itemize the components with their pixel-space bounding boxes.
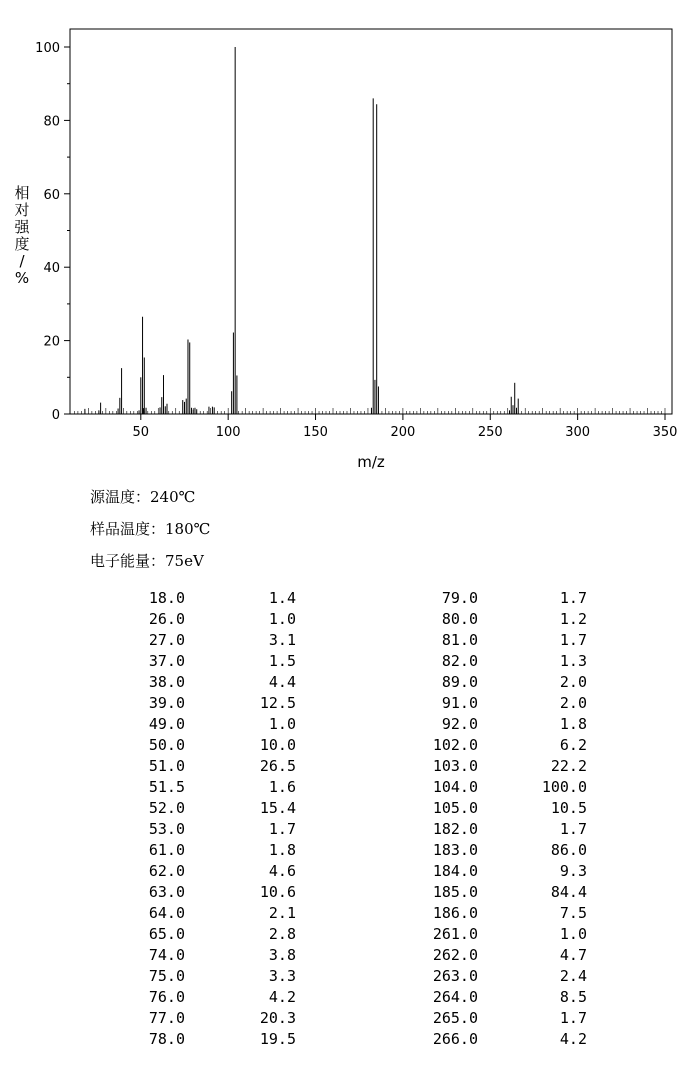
peak-mz: 52.0 <box>148 799 185 817</box>
source-temp-text: 源温度：240℃ <box>90 488 196 506</box>
peak-table-row <box>0 777 696 798</box>
peak-intensity: 2.0 <box>559 694 587 712</box>
peak-table-row <box>0 819 696 840</box>
peak-table-row <box>0 840 696 861</box>
peak-table-row <box>0 987 696 1008</box>
peak-intensity: 1.7 <box>559 820 587 838</box>
peak-intensity: 1.4 <box>268 589 296 607</box>
peak-table-row <box>0 798 696 819</box>
y-tick-label: 80 <box>43 114 60 130</box>
peak-mz: 79.0 <box>441 589 478 607</box>
peak-intensity: 4.6 <box>268 862 296 880</box>
peak-table-row <box>0 756 696 777</box>
y-tick-label: 100 <box>35 41 60 56</box>
peak-mz: 263.0 <box>432 967 478 985</box>
peak-mz: 92.0 <box>441 715 478 733</box>
minor-ticks <box>74 408 665 414</box>
peak-mz: 89.0 <box>441 673 478 691</box>
peak-mz: 183.0 <box>432 841 478 859</box>
peak-intensity: 2.1 <box>268 904 296 922</box>
peak-table-row <box>0 693 696 714</box>
peak-intensity: 9.3 <box>559 862 587 880</box>
peak-mz: 75.0 <box>148 967 185 985</box>
peak-mz: 185.0 <box>432 883 478 901</box>
peak-mz: 27.0 <box>148 631 185 649</box>
peak-intensity: 4.4 <box>268 673 296 691</box>
peak-mz: 80.0 <box>441 610 478 628</box>
peak-mz: 81.0 <box>441 631 478 649</box>
peak-table-row <box>0 714 696 735</box>
peak-table-row <box>0 903 696 924</box>
peak-mz: 105.0 <box>432 799 478 817</box>
peak-mz: 64.0 <box>148 904 185 922</box>
peak-mz: 49.0 <box>148 715 185 733</box>
peak-table-row <box>0 861 696 882</box>
peak-intensity: 2.8 <box>268 925 296 943</box>
y-tick-label: 0 <box>51 408 60 423</box>
peak-intensity: 8.5 <box>559 988 587 1006</box>
peak-mz: 62.0 <box>148 862 185 880</box>
peak-intensity: 1.8 <box>559 715 587 733</box>
x-tick-label: 350 <box>652 425 678 440</box>
peak-intensity: 3.8 <box>268 946 296 964</box>
x-tick-label: 200 <box>390 425 416 440</box>
peak-intensity: 1.2 <box>559 610 587 628</box>
peak-mz: 50.0 <box>148 736 185 754</box>
peak-intensity: 15.4 <box>259 799 296 817</box>
peak-intensity: 2.0 <box>559 673 587 691</box>
peak-intensity: 1.0 <box>268 715 296 733</box>
peak-intensity: 86.0 <box>550 841 587 859</box>
peak-mz: 103.0 <box>432 757 478 775</box>
peak-intensity: 10.0 <box>259 736 296 754</box>
peak-intensity: 6.2 <box>559 736 587 754</box>
peak-table-row <box>0 945 696 966</box>
peak-intensity: 1.6 <box>268 778 296 796</box>
peak-table-row <box>0 609 696 630</box>
peak-intensity: 1.8 <box>268 841 296 859</box>
peak-intensity: 12.5 <box>259 694 296 712</box>
plot-frame <box>70 29 672 414</box>
peak-mz: 78.0 <box>148 1030 185 1048</box>
peak-mz: 38.0 <box>148 673 185 691</box>
peak-intensity: 1.7 <box>559 589 587 607</box>
peak-mz: 53.0 <box>148 820 185 838</box>
peak-intensity: 10.5 <box>550 799 587 817</box>
peak-mz: 104.0 <box>432 778 478 796</box>
peak-mz: 63.0 <box>148 883 185 901</box>
peak-table-row <box>0 1008 696 1029</box>
x-tick-label: 300 <box>565 425 591 440</box>
x-axis-label: m/z <box>357 453 385 471</box>
peak-table-row <box>0 882 696 903</box>
peak-intensity: 1.7 <box>559 1009 587 1027</box>
peak-mz: 261.0 <box>432 925 478 943</box>
peak-table-right <box>0 588 696 1050</box>
peak-table-row <box>0 735 696 756</box>
peak-mz: 264.0 <box>432 988 478 1006</box>
peak-table-row <box>0 630 696 651</box>
peak-mz: 39.0 <box>148 694 185 712</box>
peak-intensity: 1.7 <box>559 631 587 649</box>
mass-spectrum-chart <box>0 0 696 480</box>
peak-mz: 65.0 <box>148 925 185 943</box>
sample-temp-text: 样品温度：180℃ <box>90 520 211 538</box>
peak-intensity: 19.5 <box>259 1030 296 1048</box>
peak-intensity: 1.7 <box>268 820 296 838</box>
peak-intensity: 1.0 <box>559 925 587 943</box>
peak-mz: 76.0 <box>148 988 185 1006</box>
peak-mz: 102.0 <box>432 736 478 754</box>
peak-table-row <box>0 966 696 987</box>
peak-table-row <box>0 1029 696 1050</box>
y-axis-label: 相对强度/ % <box>14 184 30 287</box>
y-tick-label: 20 <box>43 334 60 350</box>
peak-intensity: 10.6 <box>259 883 296 901</box>
peak-mz: 266.0 <box>432 1030 478 1048</box>
peak-intensity: 4.2 <box>559 1030 587 1048</box>
peak-mz: 262.0 <box>432 946 478 964</box>
peak-mz: 184.0 <box>432 862 478 880</box>
peak-table-row <box>0 651 696 672</box>
x-tick-label: 50 <box>132 425 150 440</box>
peak-intensity: 3.3 <box>268 967 296 985</box>
peak-intensity: 100.0 <box>541 778 587 796</box>
peak-intensity: 20.3 <box>259 1009 296 1027</box>
x-tick-label: 250 <box>477 425 503 440</box>
peak-mz: 77.0 <box>148 1009 185 1027</box>
peak-table-row <box>0 924 696 945</box>
spectrum-bars <box>85 47 518 414</box>
peak-intensity: 4.2 <box>268 988 296 1006</box>
peak-mz: 51.5 <box>148 778 185 796</box>
peak-mz: 37.0 <box>148 652 185 670</box>
y-tick-label: 60 <box>43 187 60 203</box>
peak-mz: 51.0 <box>148 757 185 775</box>
peak-intensity: 84.4 <box>550 883 587 901</box>
x-axis <box>133 414 678 440</box>
peak-mz: 265.0 <box>432 1009 478 1027</box>
peak-mz: 18.0 <box>148 589 185 607</box>
peak-intensity: 7.5 <box>559 904 587 922</box>
peak-mz: 26.0 <box>148 610 185 628</box>
peak-mz: 82.0 <box>441 652 478 670</box>
y-axis <box>35 41 70 423</box>
peak-table-row <box>0 588 696 609</box>
peak-mz: 182.0 <box>432 820 478 838</box>
peak-mz: 186.0 <box>432 904 478 922</box>
peak-intensity: 3.1 <box>268 631 296 649</box>
electron-energy-text: 电子能量：75eV <box>90 552 204 570</box>
peak-intensity: 22.2 <box>550 757 587 775</box>
peak-mz: 91.0 <box>441 694 478 712</box>
peak-mz: 74.0 <box>148 946 185 964</box>
x-tick-label: 150 <box>303 425 328 440</box>
peak-intensity: 1.3 <box>559 652 587 670</box>
peak-intensity: 26.5 <box>259 757 296 775</box>
peak-intensity: 1.5 <box>268 652 296 670</box>
x-tick-label: 100 <box>215 425 241 440</box>
peak-table-row <box>0 672 696 693</box>
peak-intensity: 1.0 <box>268 610 296 628</box>
peak-intensity: 2.4 <box>559 967 587 985</box>
y-tick-label: 40 <box>43 261 60 277</box>
peak-intensity: 4.7 <box>559 946 587 964</box>
peak-mz: 61.0 <box>148 841 185 859</box>
